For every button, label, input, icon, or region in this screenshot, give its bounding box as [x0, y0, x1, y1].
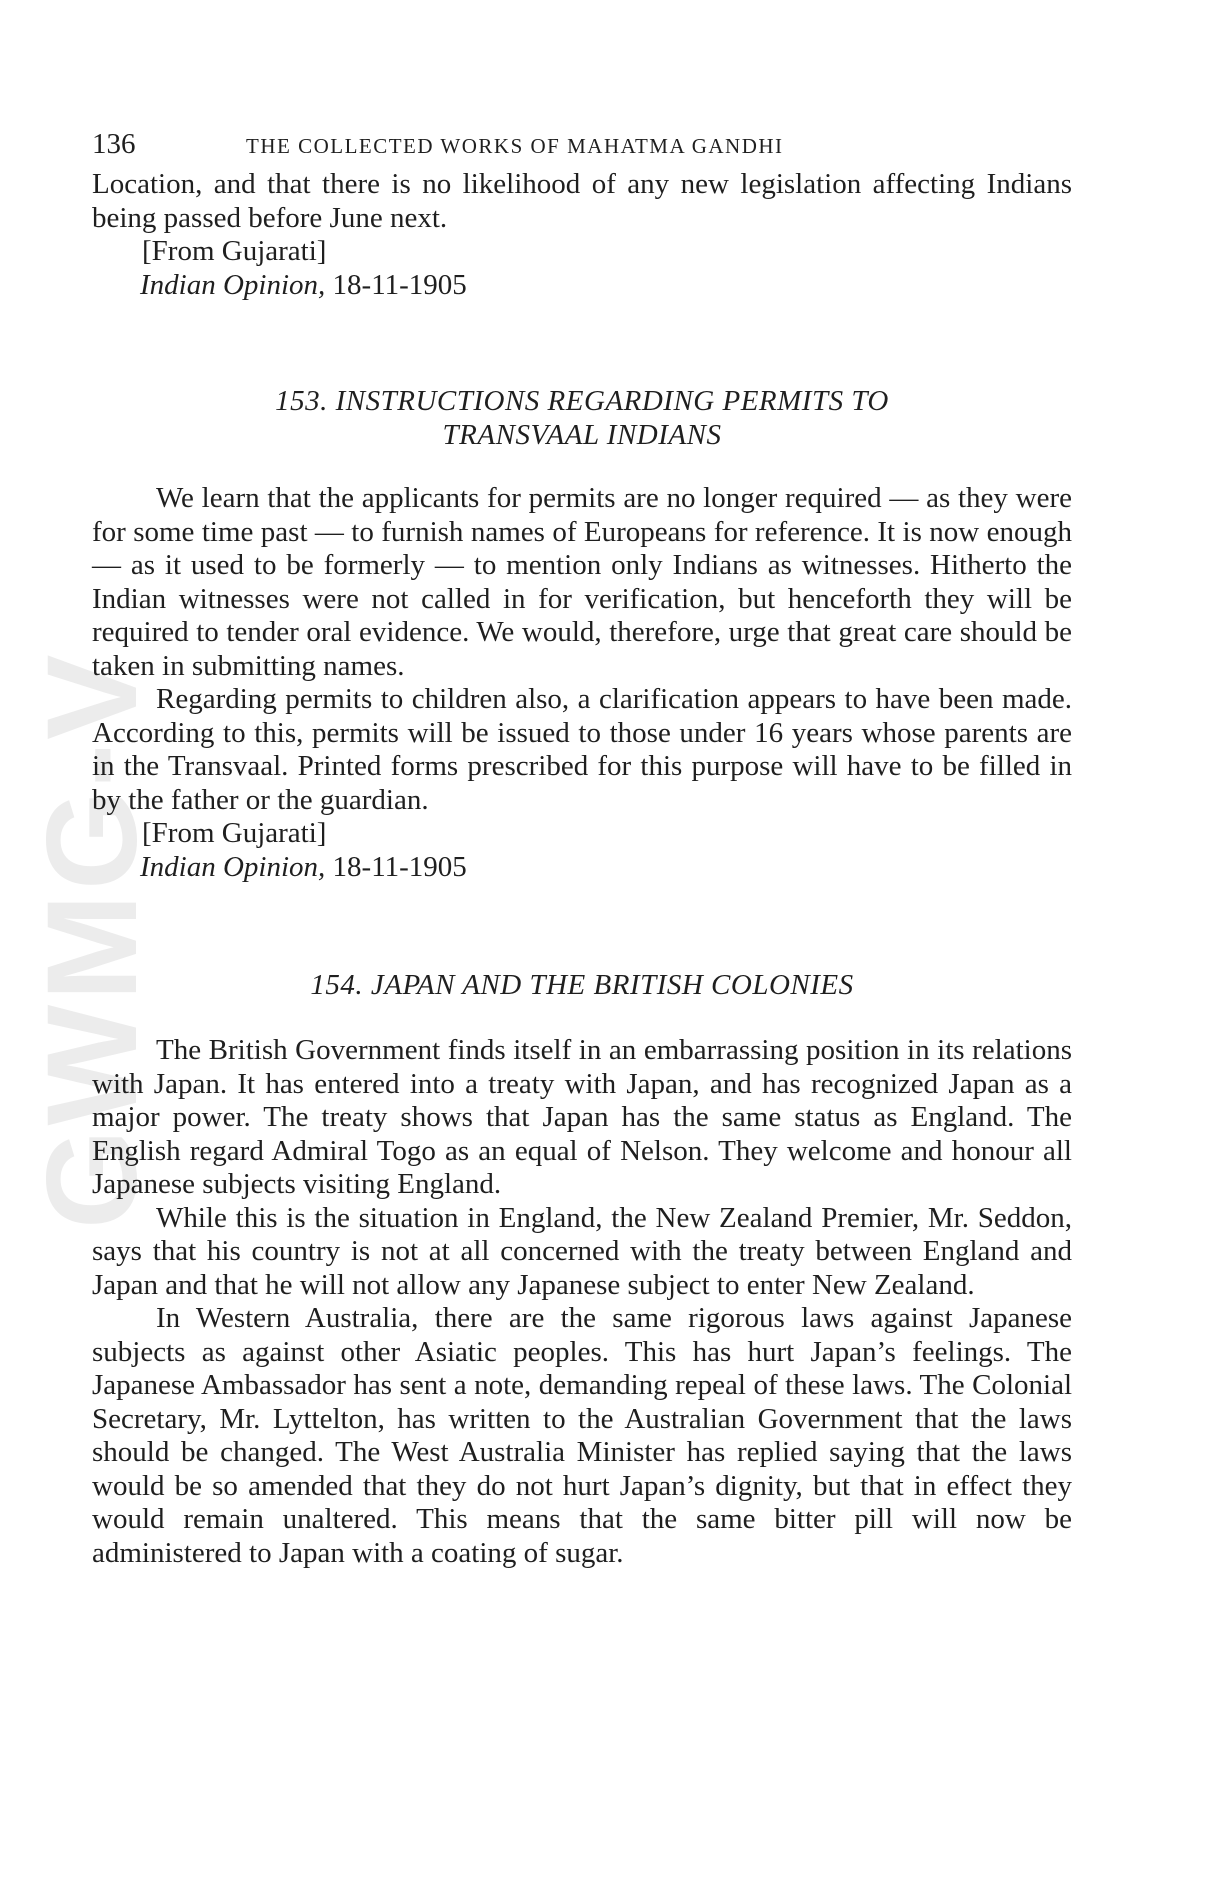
- paragraph: The British Government finds itself in an embarrassing position in its relations with Japan. It has entered into a treaty with Japan, and has recognized Japan as a major power. The treaty shows that Japan has the same status as England. The English regard Admiral Togo as an equal of Nelson. They welcome and honour all Japanese subjects visiting England.: [92, 1034, 1072, 1200]
- citation: [140, 269, 1072, 303]
- citation-date: 18-11-1905: [332, 268, 467, 301]
- watermark: GWMG-V: [21, 650, 164, 1230]
- paragraph: We learn that the applicants for permits are no longer required — as they were for some time past — to furnish names of Europeans for reference. It is now enough — as it used to be formerly — to mention only Indians as witnesses. Hitherto the Indian witnesses were not called in for verification, but henceforth they will be required to tender oral evidence. We would, therefore, urge that great care should be taken in submitting names.: [92, 482, 1072, 682]
- running-head: [92, 128, 1072, 168]
- section-154-heading: 154. JAPAN AND THE BRITISH COLONIES: [310, 969, 854, 1001]
- page-number: 136: [92, 128, 136, 160]
- section-154: [92, 968, 1072, 1570]
- source-note: [From Gujarati]: [142, 817, 327, 849]
- paragraph: In Western Australia, there are the same rigorous laws against Japanese subjects as against other Asiatic peoples. This has hurt Japan’s feelings. The Japanese Ambassador has sent a note, demanding repeal of these laws. The Colonial Secretary, Mr. Lyttelton, has written to the Australian Government that the laws should be changed. The West Australia Minister has replied saying that the laws would be so amended that they do not hurt Japan’s dignity, but that in effect they would remain unaltered. This means that the same bitter pill will now be administered to Japan with a coating of sugar.: [92, 1302, 1072, 1569]
- page: [92, 128, 1072, 1570]
- citation: [140, 851, 1072, 885]
- continuation-paragraph: Location, and that there is no likelihood of any new legislation affecting Indians being passed before June next.: [92, 168, 1072, 234]
- section-153-heading-line-1: 153. INSTRUCTIONS REGARDING PERMITS TO: [275, 385, 889, 417]
- running-title: THE COLLECTED WORKS OF MAHATMA GANDHI: [246, 134, 784, 158]
- section-153: [92, 384, 1072, 884]
- section-153-heading-line-2: TRANSVAAL INDIANS: [442, 419, 722, 451]
- section-153-heading: [92, 384, 1072, 452]
- citation-date: 18-11-1905: [332, 850, 467, 883]
- paragraph: While this is the situation in England, the New Zealand Premier, Mr. Seddon, says that his country is not at all concerned with the treaty between England and Japan and that he will not allow any Japanese subject to enter New Zealand.: [92, 1201, 1072, 1301]
- paragraph: Regarding permits to children also, a clarification appears to have been made. According to this, permits will be issued to those under 16 years whose parents are in the Transvaal. Printed forms prescribed for this purpose will have to be filled in by the father or the guardian.: [92, 683, 1072, 816]
- continuation-section: [92, 168, 1072, 302]
- source-note: [From Gujarati]: [142, 235, 327, 267]
- citation-publication: Indian Opinion,: [140, 268, 326, 301]
- citation-publication: Indian Opinion,: [140, 850, 326, 883]
